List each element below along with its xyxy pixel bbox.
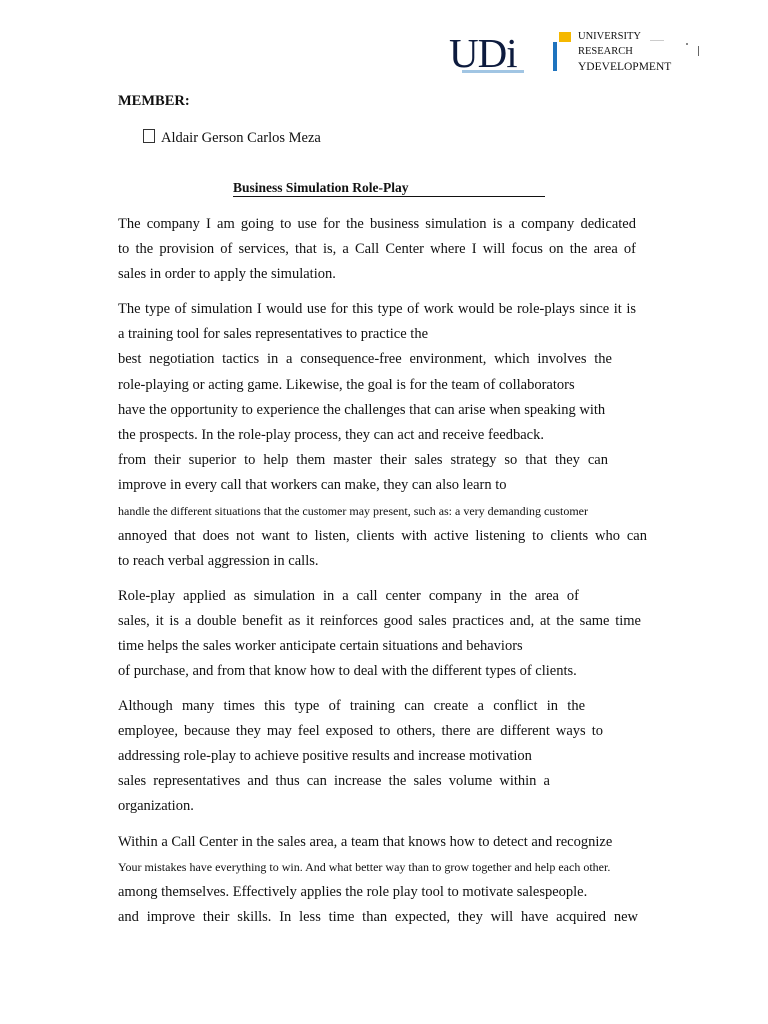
body-line: of purchase, and from that know how to deal with the different types of clients. bbox=[118, 663, 577, 679]
bullet-box-icon bbox=[143, 129, 155, 143]
body-line: from their superior to help them master their sales strategy so that they can bbox=[118, 452, 608, 468]
body-line: sales in order to apply the simulation. bbox=[118, 266, 336, 282]
body-line: employee, because they may feel exposed to others, there are different ways to bbox=[118, 723, 603, 739]
member-list-item bbox=[143, 129, 321, 147]
logo-text-research: RESEARCH bbox=[578, 46, 633, 57]
body-line: to the provision of services, that is, a Call Center where I will focus on the area of bbox=[118, 241, 636, 257]
body-line: and improve their skills. In less time than expected, they will have acquired new bbox=[118, 909, 638, 925]
body-line: Although many times this type of training can create a conflict in the bbox=[118, 698, 585, 714]
document-title: Business Simulation Role-Play bbox=[233, 180, 545, 197]
body-line: a training tool for sales representatives to practice the bbox=[118, 326, 429, 342]
body-line: addressing role-play to achieve positive results and increase motivation bbox=[118, 748, 532, 764]
body-line: organization. bbox=[118, 798, 194, 814]
logo-mark-dot bbox=[686, 43, 688, 45]
logo-mark: UDi bbox=[449, 30, 517, 76]
body-line: sales representatives and thus can increase the sales volume within a bbox=[118, 773, 550, 789]
body-line: the prospects. In the role-play process, they can act and receive feedback. bbox=[118, 427, 544, 443]
body-line: Role-play applied as simulation in a call center company in the area of bbox=[118, 588, 579, 604]
body-line: Your mistakes have everything to win. And what better way than to grow together and help each other. bbox=[118, 860, 611, 874]
body-line: have the opportunity to experience the challenges that can arise when speaking with bbox=[118, 402, 606, 418]
body-line: best negotiation tactics in a consequence-free environment, which involves the bbox=[118, 351, 612, 367]
body-line: to reach verbal aggression in calls. bbox=[118, 553, 319, 569]
body-line: Within a Call Center in the sales area, a team that knows how to detect and recognize bbox=[118, 834, 613, 850]
body-line: among themselves. Effectively applies the role play tool to motivate salespeople. bbox=[118, 884, 588, 900]
body-line: annoyed that does not want to listen, clients with active listening to clients who can bbox=[118, 528, 647, 544]
body-line: time helps the sales worker anticipate certain situations and behaviors bbox=[118, 638, 523, 654]
body-line: The company I am going to use for the business simulation is a company dedicated bbox=[118, 216, 636, 232]
logo-underline bbox=[462, 70, 524, 73]
logo-divider bbox=[698, 46, 699, 56]
logo-text-university: UNIVERSITY bbox=[578, 31, 641, 42]
member-name: Aldair Gerson Carlos Meza bbox=[161, 130, 321, 146]
body-line: handle the different situations that the customer may present, such as: a very demanding customer bbox=[118, 504, 588, 518]
body-line: improve in every call that workers can make, they can also learn to bbox=[118, 477, 507, 493]
body-line: role-playing or acting game. Likewise, the goal is for the team of collaborators bbox=[118, 377, 575, 393]
logo-yellow-square-icon bbox=[559, 32, 571, 42]
logo-mark-dash bbox=[650, 40, 664, 41]
logo-blue-bar-icon bbox=[553, 42, 557, 71]
members-heading: MEMBER: bbox=[118, 93, 190, 109]
body-line: sales, it is a double benefit as it reinforces good sales practices and, at the same time bbox=[118, 613, 641, 629]
logo-text-development: YDEVELOPMENT bbox=[578, 61, 672, 73]
body-line: The type of simulation I would use for this type of work would be role-plays since it is bbox=[118, 301, 636, 317]
